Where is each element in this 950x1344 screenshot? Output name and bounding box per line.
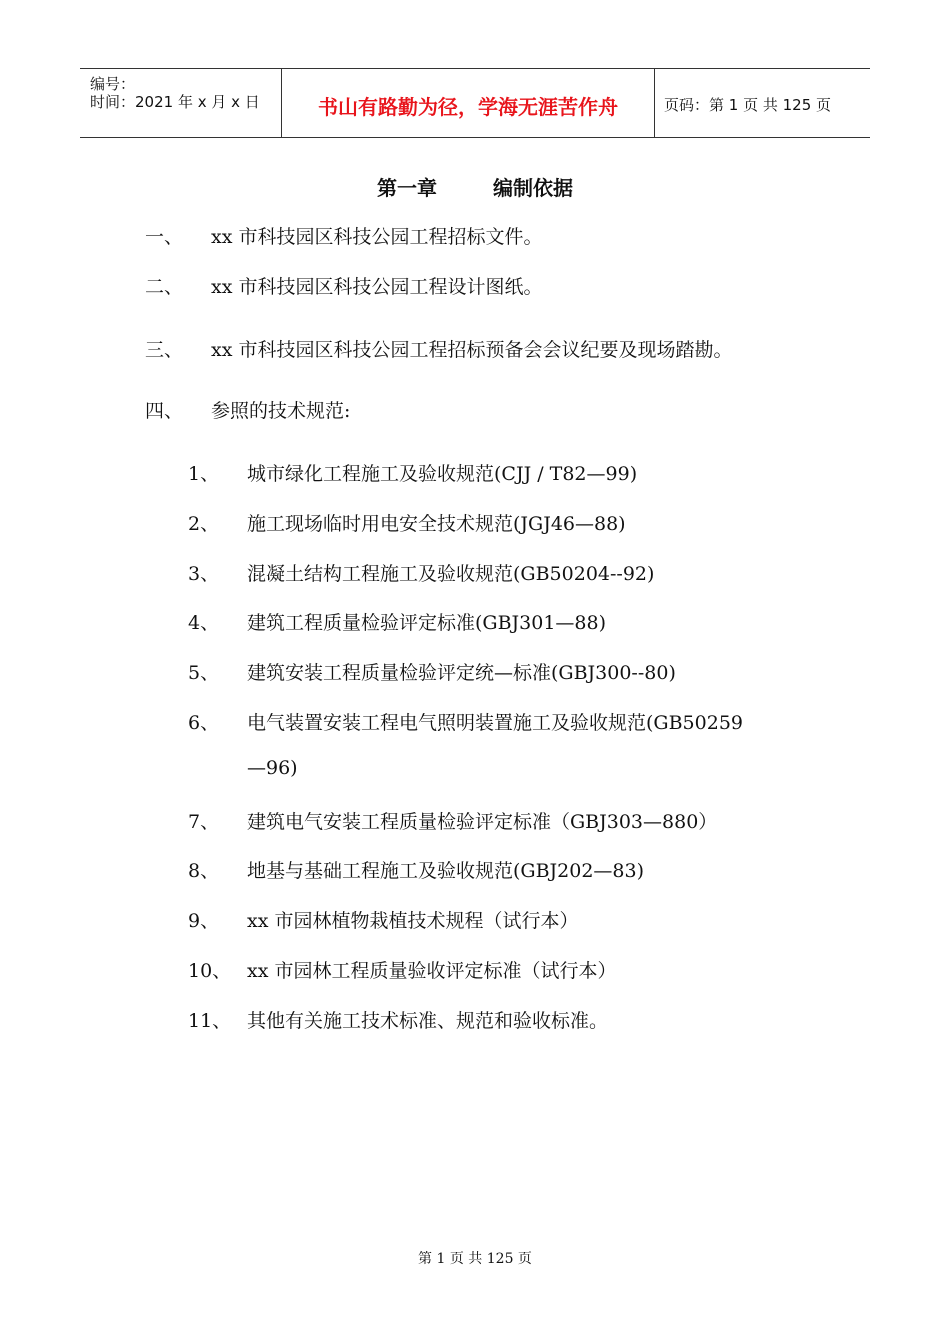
chapter-title — [0, 172, 950, 201]
list-item — [188, 906, 578, 933]
header-page-number: 页码：第 1 页 共 125 页 — [664, 96, 832, 114]
section-item — [145, 272, 542, 299]
list-item-number: 7、 — [188, 811, 220, 833]
list-item — [188, 708, 743, 735]
list-item-text: 建筑工程质量检验评定标准(GBJ301—88) — [247, 612, 607, 634]
list-item-number: 10、 — [188, 960, 232, 982]
section-number: 三、 — [145, 339, 184, 361]
document-date-label: 时间：2021 年 x 月 x 日 — [90, 93, 260, 111]
list-item-continuation: —96) — [247, 757, 298, 779]
chapter-number: 第一章 — [377, 176, 437, 200]
header-table — [80, 68, 870, 138]
list-item-text: xx 市园林工程质量验收评定标准（试行本） — [247, 960, 617, 982]
document-code-label: 编号： — [90, 75, 136, 93]
list-item — [188, 856, 644, 883]
list-item — [188, 608, 606, 635]
list-item-text: 电气装置安装工程电气照明装置施工及验收规范(GB50259 — [247, 712, 743, 734]
list-item — [188, 807, 717, 834]
list-item — [188, 509, 626, 536]
list-item-number: 11、 — [188, 1010, 232, 1032]
list-item-text: 建筑安装工程质量检验评定统—标准(GBJ300--80) — [247, 662, 676, 684]
list-item-number: 4、 — [188, 612, 220, 634]
list-item-number: 3、 — [188, 563, 220, 585]
list-item-text: 混凝土结构工程施工及验收规范(GB50204--92) — [247, 563, 655, 585]
list-item-number: 8、 — [188, 860, 220, 882]
section-item — [145, 396, 350, 423]
list-item-text: 其他有关施工技术标准、规范和验收标准。 — [247, 1010, 609, 1032]
list-item-number: 9、 — [188, 910, 220, 932]
list-item-number: 2、 — [188, 513, 220, 535]
list-item — [188, 459, 637, 486]
list-item-text: 城市绿化工程施工及验收规范(CJJ / T82—99) — [247, 463, 638, 485]
list-item-text: 地基与基础工程施工及验收规范(GBJ202—83) — [247, 860, 645, 882]
header-left-cell — [80, 69, 280, 137]
list-item-number: 1、 — [188, 463, 220, 485]
list-item-text: 施工现场临时用电安全技术规范(JGJ46—88) — [247, 513, 626, 535]
section-text: 参照的技术规范: — [211, 400, 351, 422]
list-item — [188, 559, 654, 586]
header-right-cell — [654, 69, 870, 137]
list-item-text: 建筑电气安装工程质量检验评定标准（GBJ303—880） — [247, 811, 718, 833]
chapter-heading: 编制依据 — [493, 176, 573, 200]
page-footer: 第 1 页 共 125 页 — [418, 1251, 532, 1267]
header-middle-cell — [281, 69, 655, 137]
list-item — [188, 956, 616, 983]
list-item — [188, 658, 676, 685]
header-motto: 书山有路勤为径，学海无涯苦作舟 — [318, 95, 618, 119]
list-item — [188, 1006, 608, 1033]
list-item-number: 6、 — [188, 712, 220, 734]
section-text: xx 市科技园区科技公园工程设计图纸。 — [211, 276, 543, 298]
section-number: 二、 — [145, 276, 184, 298]
section-text: xx 市科技园区科技公园工程招标文件。 — [211, 226, 543, 248]
section-number: 四、 — [145, 400, 184, 422]
section-item — [145, 335, 732, 362]
list-item-text: xx 市园林植物栽植技术规程（试行本） — [247, 910, 579, 932]
section-text: xx 市科技园区科技公园工程招标预备会会议纪要及现场踏勘。 — [211, 339, 733, 361]
list-item-number: 5、 — [188, 662, 220, 684]
section-item — [145, 222, 542, 249]
section-number: 一、 — [145, 226, 184, 248]
